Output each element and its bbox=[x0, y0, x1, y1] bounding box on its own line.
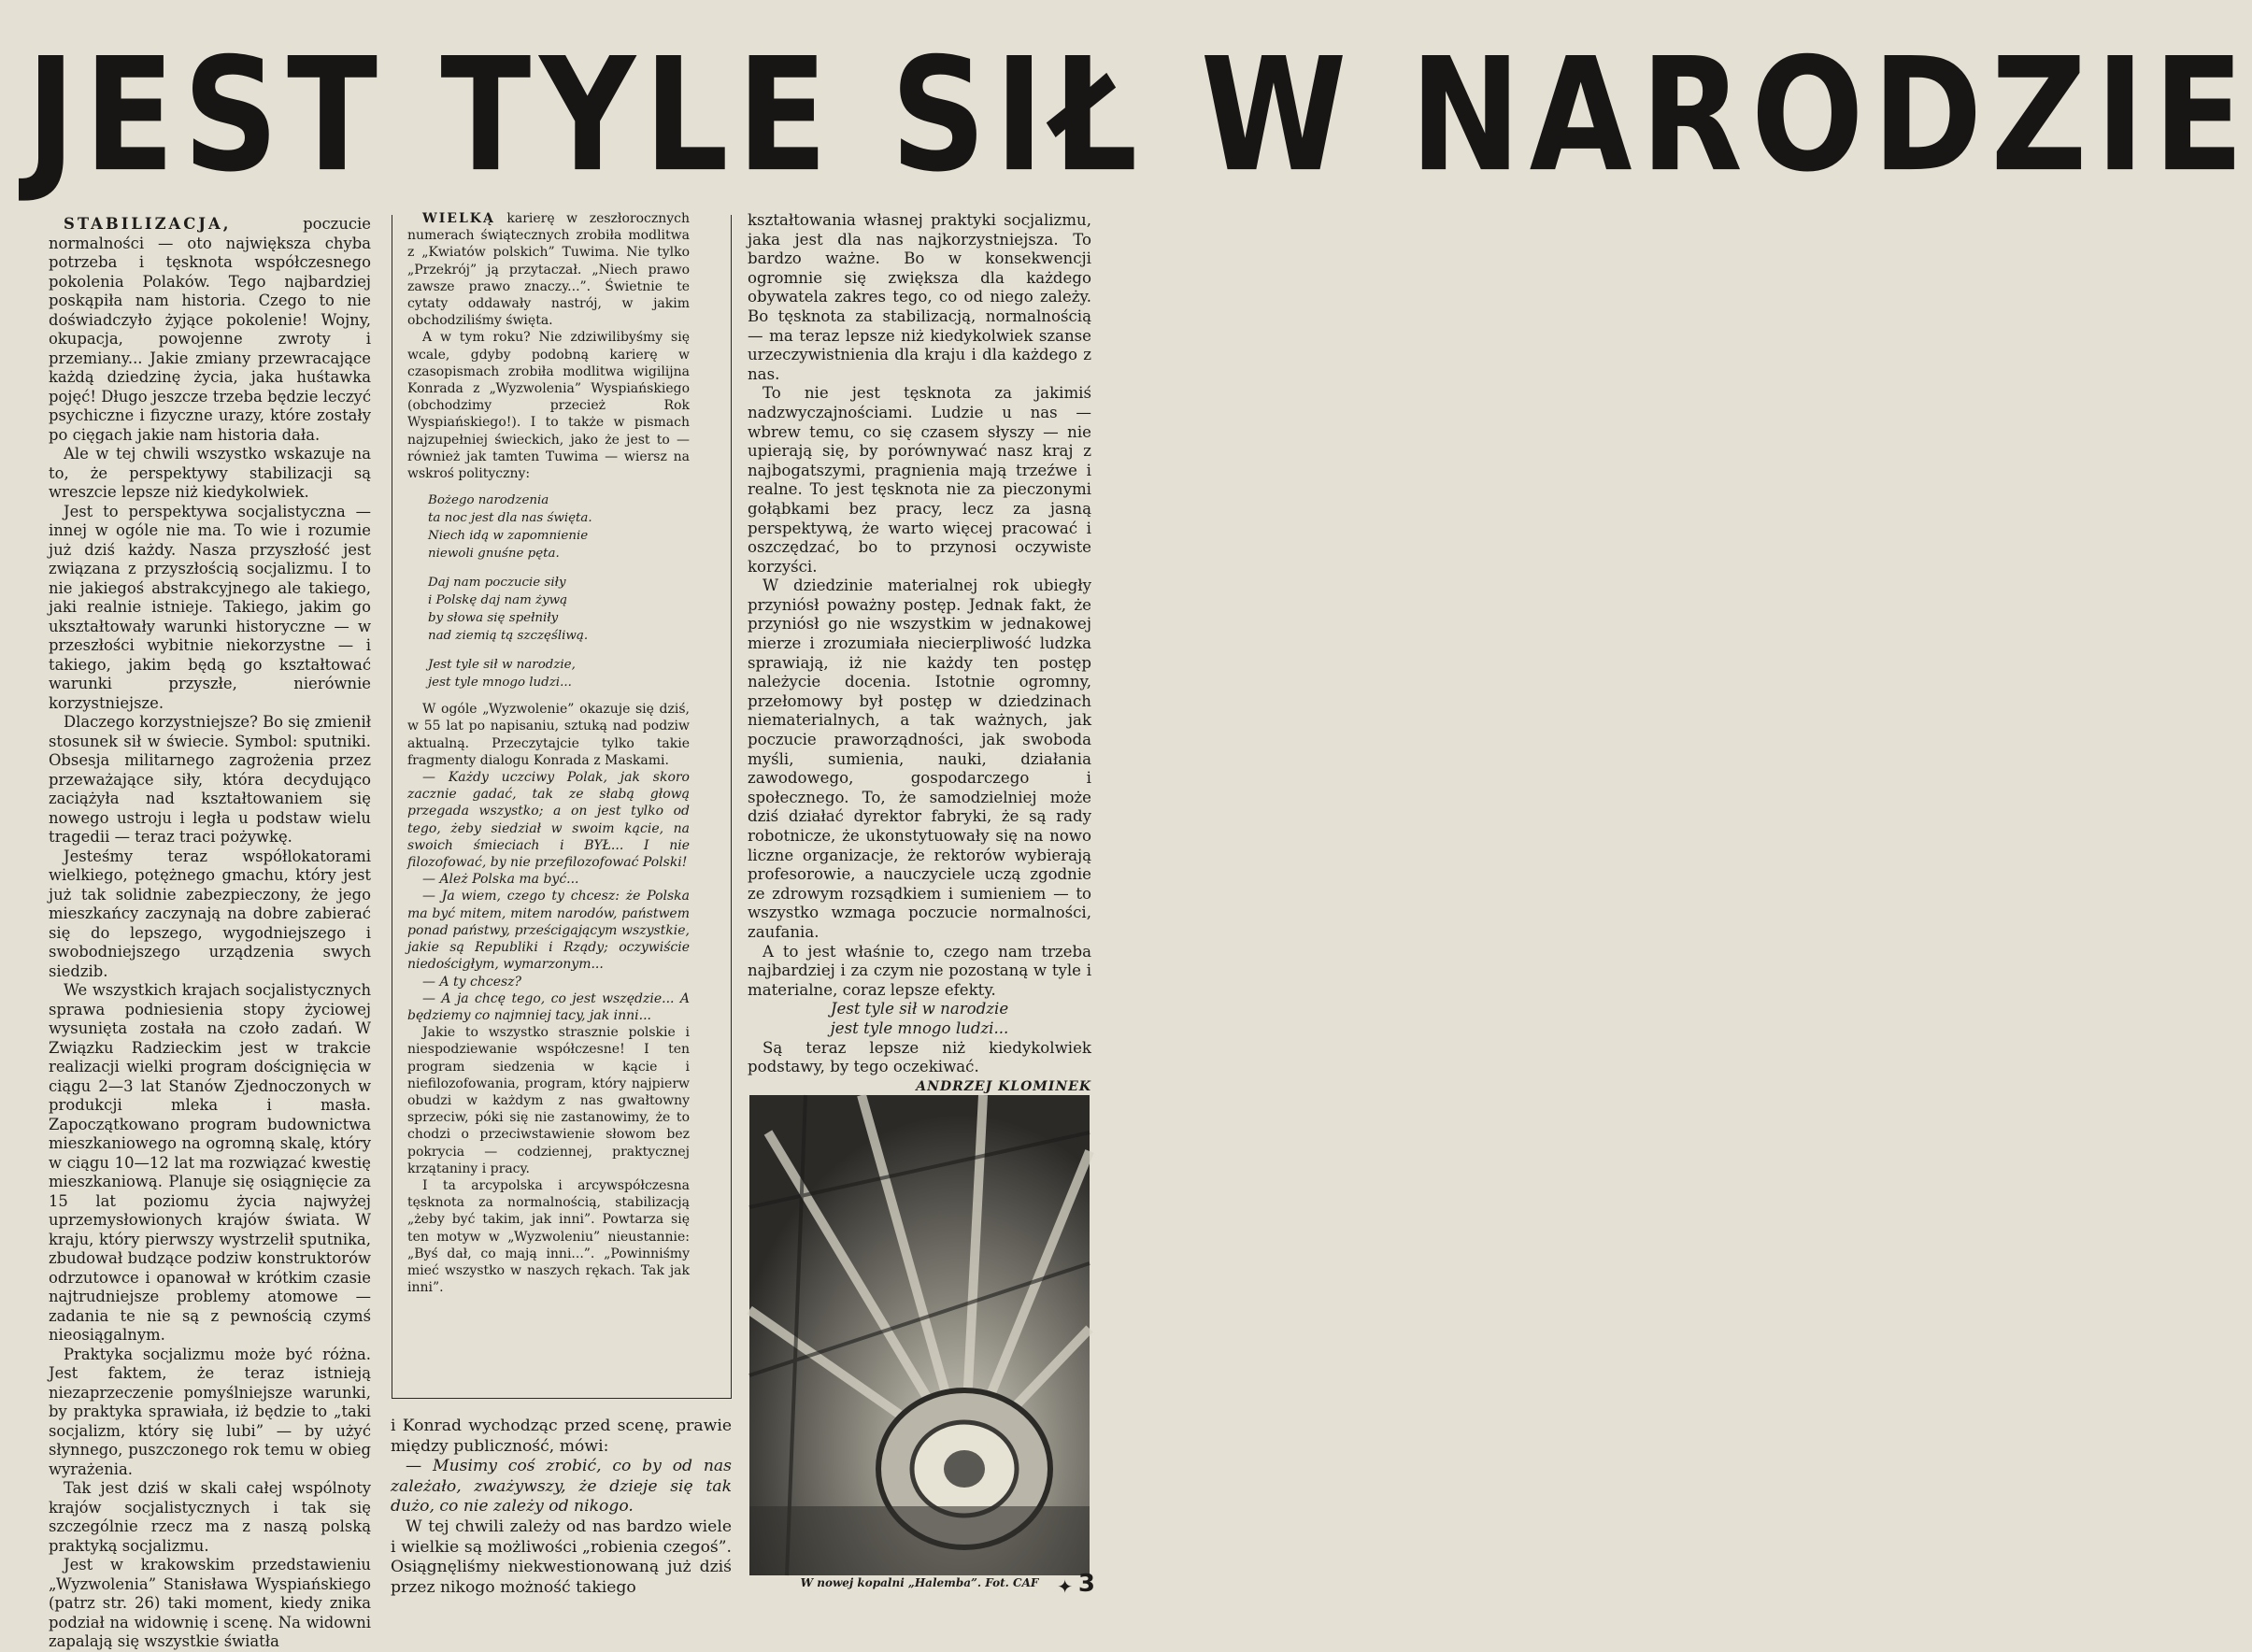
dialogue-line: — A ty chcesz? bbox=[422, 974, 522, 990]
quote-line: — Musimy coś zrobić, co by od nas zależało, zważywszy, że dzieje się tak dużo, co nie zależy od nikogo. bbox=[391, 1457, 732, 1517]
paragraph: A to jest właśnie to, czego nam trzeba najbardziej i za czym nie pozostaną w tyle i materialne, coraz lepsze efekty. bbox=[748, 942, 1091, 999]
headline: JEST TYLE SIŁ W NARODZIE bbox=[26, 24, 2252, 207]
poem-line: niewoli gnuśne pęta. bbox=[428, 547, 560, 562]
poem-line: jest tyle mnogo ludzi... bbox=[428, 676, 572, 691]
paragraph: Praktyka socjalizmu może być różna. Jest faktem, że teraz istnieją niezaprzeczenie pomyślniejsze warunki, by praktyka sprawiała, iż będzie to „taki socjalizm, który się lubi” — by użyć słynnego, puszczonego rok temu w obieg wyrażenia. bbox=[49, 1345, 371, 1478]
paragraph: Jest w krakowskim przedstawieniu „Wyzwolenia” Stanisława Wyspiańskiego (patrz str. 26) taki moment, kiedy znika podział na widownię i scenę. Na widowni zapalają się wszystkie światła bbox=[49, 1556, 371, 1650]
poem-line: Jest tyle sił w narodzie, bbox=[428, 658, 576, 673]
author-byline: ANDRZEJ KLOMINEK bbox=[916, 1078, 1091, 1094]
dialogue-line: — A ja chcę tego, co jest wszędzie... A będziemy co najmniej tacy, jak inni... bbox=[407, 990, 690, 1023]
poem-line: Niech idą w zapomnienie bbox=[428, 529, 589, 544]
paragraph: Tak jest dziś w skali całej wspólnoty krajów socjalistycznych i tak się szczególnie rzecz ma z naszą polską praktyką socjalizmu. bbox=[49, 1479, 371, 1555]
poem-line: nad ziemią tą szczęśliwą. bbox=[428, 629, 589, 644]
lead-word: WIELKĄ bbox=[422, 211, 495, 226]
paragraph: Są teraz lepsze niż kiedykolwiek podstawy, by tego oczekiwać. bbox=[748, 1038, 1091, 1076]
article-column-3 bbox=[748, 211, 1091, 1096]
paragraph: I ta arcypolska i arcywspółczesna tęsknota za normalnością, stabilizacją „żeby być takim, jak inni”. Powtarza się ten motyw w „Wyzwoleniu” nieustannie: „Byś dał, co mają inni...”. „Powinniśmy mieć wszystko w naszych rękach. Tak jak inni”. bbox=[407, 1177, 690, 1296]
photo-mine-wheel bbox=[749, 1095, 1090, 1575]
paragraph: W tej chwili zależy od nas bardzo wiele i wielkie są możliwości „robienia czegoś”. Osiągnęliśmy niekwestionowaną już dziś przez nikogo możność takiego bbox=[391, 1517, 732, 1597]
poem-line: Bożego narodzenia bbox=[428, 493, 549, 508]
paragraph: We wszystkich krajach socjalistycznych sprawa podniesienia stopy życiowej wysunięta została na czoło zadań. W Związku Radzieckim jest w trakcie realizacji wielki program doścignięcia w ciągu 2—3 lat Stanów Zjednoczonych w produkcji mleka i masła. Zapoczątkowano program budownictwa mieszkaniowego na ogromną skalę, który w ciągu 10—12 lat ma rozwiązać kwestię mieszkaniową. Planuje się osiągnięcie za 15 lat poziomu życia najwyżej uprzemysłowionych krajów świata. W kraju, który pierwszy wystrzelił sputnika, zbudował budzące podziw konstruktorów odrzutowce i opanował w krótkim czasie najtrudniejsze problemy atomowe — zadania te nie są z pewnością czymś nieosiągalnym. bbox=[49, 981, 371, 1344]
ornament-icon: ✦ bbox=[1057, 1575, 1073, 1598]
quote-line: jest tyle mnogo ludzi... bbox=[830, 1018, 1009, 1037]
photo-caption: W nowej kopalni „Halemba”. Fot. CAF bbox=[800, 1576, 1039, 1589]
paragraph: Jesteśmy teraz współlokatorami wielkiego, potężnego gmachu, który jest już tak solidnie zabezpieczony, że jego mieszkańcy zaczynają na dobre zabierać się do lepszego, wygodniejszego i swobodniejszego urządzenia swych siedzib. bbox=[49, 847, 371, 980]
dialogue-line: — Ja wiem, czego ty chcesz: że Polska ma być mitem, mitem narodów, państwem ponad państwy, prześcigającym wszystkie, jakie są Republiki i Rządy; oczywiście niedościgłym, wymarzonym... bbox=[407, 889, 690, 973]
poem-line: by słowa się spełniły bbox=[428, 611, 559, 626]
poem-line: i Polskę daj nam żywą bbox=[428, 593, 568, 608]
quote-line: Jest tyle sił w narodzie bbox=[830, 1000, 1009, 1018]
paragraph: Jest to perspektywa socjalistyczna — innej w ogóle nie ma. To wie i rozumie już dziś każdy. Nasza przyszłość jest związana z przyszłością socjalizmu. I to nie jakiegoś abstrakcyjnego ale takiego, jaki realnie istnieje. Takiego, jakim go ukształtowały warunki historyczne — w przeszłości wybitnie niekorzystne — i takiego, jakim będą go kształtować warunki przyszłe, nierównie korzystniejsze. bbox=[49, 502, 371, 712]
poem-line: ta noc jest dla nas święta. bbox=[428, 511, 592, 526]
paragraph: WIELKĄ karierę w zeszłorocznych numerach świątecznych zrobiła modlitwa z „Kwiatów polskich” Tuwima. Nie tylko „Przekrój” ją przytaczał. „Niech prawo zawsze prawo znaczy...”. Świetnie te cytaty oddawały nastrój, w jakim obchodziliśmy święta. bbox=[407, 211, 690, 329]
poem-line: Daj nam poczucie siły bbox=[428, 576, 566, 591]
poem bbox=[428, 491, 690, 691]
mine-wheel-image bbox=[749, 1095, 1090, 1575]
sidebar-box-text bbox=[407, 210, 690, 1296]
paragraph: A w tym roku? Nie zdziwilibyśmy się wcale, gdyby podobną karierę w czasopismach zrobiła modlitwa wigilijna Konrada z „Wyzwolenia” Wyspiańskiego (obchodzimy przecież Rok Wyspiańskiego!). I to także w pismach najzupełniej świeckich, jako że jest to — również jak tamten Tuwima — wiersz na wskroś polityczny: bbox=[407, 330, 690, 482]
page-number: 3 bbox=[1077, 1570, 1095, 1598]
paragraph: W ogóle „Wyzwolenie” okazuje się dziś, w 55 lat po napisaniu, sztuką nad podziw aktualną. Przeczytajcie tylko takie fragmenty dialogu Konrada z Maskami. bbox=[407, 702, 690, 768]
paragraph: To nie jest tęsknota za jakimiś nadzwyczajnościami. Ludzie u nas — wbrew temu, co się czasem słyszy — nie upierają się, by porównywać nasz kraj z najbogatszymi, pragnienia mają trzeźwe i realne. To jest tęsknota nie za pieczonymi gołąbkami bez pracy, lecz za jasną perspektywą, że warto więcej pracować i oszczędzać, bo to przynosi oczywiste korzyści. bbox=[748, 384, 1091, 576]
paragraph: kształtowania własnej praktyki socjalizmu, jaka jest dla nas najkorzystniejsza. To bardzo ważne. Bo w konsekwencji ogromnie się zwiększa dla każdego obywatela zakres tego, co od niego zależy. Bo tęsknota za stabilizacją, normalnością — ma teraz lepsze niż kiedykolwiek szanse urzeczywistnienia dla kraju i dla każdego z nas. bbox=[748, 211, 1091, 383]
paragraph: W dziedzinie materialnej rok ubiegły przyniósł poważny postęp. Jednak fakt, że przyniósł go nie wszystkim w jednakowej mierze i zrozumiała niecierpliwość ludzka sprawiają, iż nie każdy ten postęp należycie docenia. Istotnie ogromny, przełomowy był postęp w dziedzinach niematerialnych, a tak ważnych, jak poczucie praworządności, jak swoboda myśli, sumienia, nauki, działania zawodowego, gospodarczego i społecznego. To, że samodzielniej może dziś działać dyrektor fabryki, że są rady robotnicze, że ukonstytuowały się na nowo liczne organizacje, że rektorów wybierają profesorowie, a nauczyciele uczą zgodnie ze zdrowym rozsądkiem i sumieniem — to wszystko wzmaga poczucie normalności, zaufania. bbox=[748, 577, 1091, 941]
paragraph: STABILIZACJA, poczucie normalności — oto największa chyba potrzeba i tęsknota współczesnego pokolenia Polaków. Tego najbardziej poskąpiła nam historia. Czego to nie doświadczyło żyjące pokolenie! Wojny, okupacja, powojenne zwroty i przemiany... Jakie zmiany przewracające każdą dziedzinę życia, jaka huśtawka pojęć! Długo jeszcze trzeba będzie leczyć psychiczne i fizyczne urazy, które zostały po cięgach jakie nam historia dała. bbox=[49, 215, 371, 444]
paragraph: i Konrad wychodząc przed scenę, prawie między publiczność, mówi: bbox=[391, 1417, 732, 1456]
dialogue-line: — Każdy uczciwy Polak, jak skoro zacznie gadać, tak ze słabą głową przegada wszystko; a on jest tylko od tego, żeby siedział w swoim kącie, na swoich śmieciach i BYŁ... I nie filozofować, by nie przefilozofować Polski! bbox=[407, 770, 690, 871]
article-column-2-continuation bbox=[391, 1417, 732, 1598]
dialogue-line: — Ależ Polska ma być... bbox=[422, 872, 579, 888]
paragraph: Jakie to wszystko strasznie polskie i niespodziewanie współczesne! I ten program siedzenia w kącie i niefilozofowania, program, który najpierw obudzi w każdym z nas gwałtowny sprzeciw, póki się nie zastanowimy, że to chodzi o przeciwstawienie słowom bez pokrycia — codziennej, praktycznej krzątaniny i pracy. bbox=[407, 1025, 690, 1176]
paragraph: Dlaczego korzystniejsze? Bo się zmienił stosunek sił w świecie. Symbol: sputniki. Obsesja militarnego zagrożenia przez przeważające siły, która decydująco zaciążyła nad kształtowaniem się nowego ustroju i legła u podstaw wielu tragedii — teraz traci pożywkę. bbox=[49, 713, 372, 846]
lead-word: STABILIZACJA, bbox=[64, 215, 232, 233]
article-column-1 bbox=[49, 215, 371, 1652]
paragraph: Ale w tej chwili wszystko wskazuje na to, że perspektywy stabilizacji są wreszcie lepsze niż kiedykolwiek. bbox=[49, 445, 371, 501]
